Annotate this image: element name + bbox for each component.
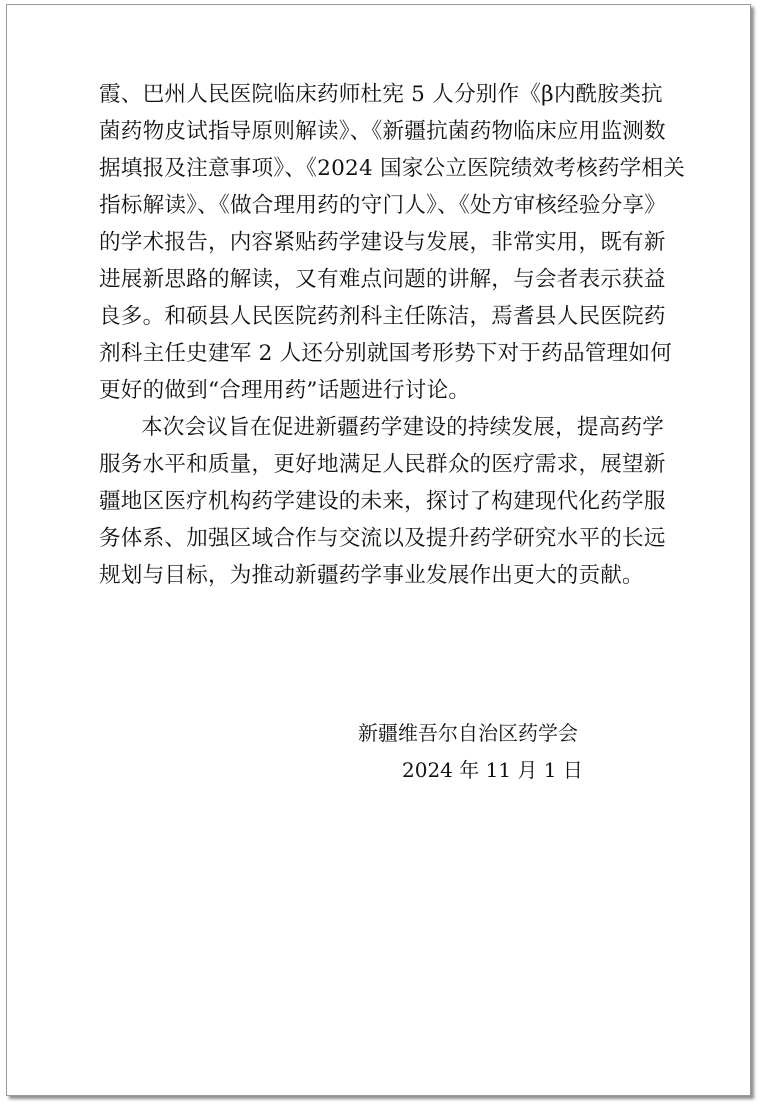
paragraph2-line-1: 本次会议旨在促进新疆药学建设的持续发展，提高药学 [141, 415, 665, 440]
paragraph1-line-7: 良多。和硕县人民医院药剂科主任陈洁，焉耆县人民医院药 [99, 304, 666, 329]
paragraph2-line-5: 规划与目标，为推动新疆药学事业发展作出更大的贡献。 [99, 563, 644, 588]
paragraph1-line-8: 剂科主任史建军 2 人还分别就国考形势下对于药品管理如何 [99, 341, 672, 366]
paragraph1-line-2: 菌药物皮试指导原则解读》、《新疆抗菌药物临床应用监测数 [99, 119, 666, 144]
paragraph1-line-3: 据填报及注意事项》、《2024 国家公立医院绩效考核药学相关 [99, 156, 686, 181]
paragraph2-line-4: 务体系、加强区域合作与交流以及提升药学研究水平的长远 [99, 526, 666, 551]
signature-organization: 新疆维吾尔自治区药学会 [358, 721, 578, 745]
signature-date: 2024 年 11 月 1 日 [402, 758, 583, 782]
paragraph2-line-3: 疆地区医疗机构药学建设的未来，探讨了构建现代化药学服 [99, 489, 666, 514]
paragraph2-line-2: 服务水平和质量，更好地满足人民群众的医疗需求，展望新 [99, 452, 666, 477]
paragraph1-line-1: 霞、巴州人民医院临床药师杜宪 5 人分别作《β内酰胺类抗 [99, 82, 663, 107]
paragraph1-line-5: 的学术报告，内容紧贴药学建设与发展，非常实用，既有新 [99, 230, 666, 255]
paragraph1-line-9: 更好的做到“合理用药”话题进行讨论。 [99, 378, 471, 403]
document-page [6, 4, 751, 1096]
paragraph1-line-6: 进展新思路的解读，又有难点问题的讲解，与会者表示获益 [99, 267, 666, 292]
paragraph1-line-4: 指标解读》、《做合理用药的守门人》、《处方审核经验分享》 [99, 193, 667, 218]
